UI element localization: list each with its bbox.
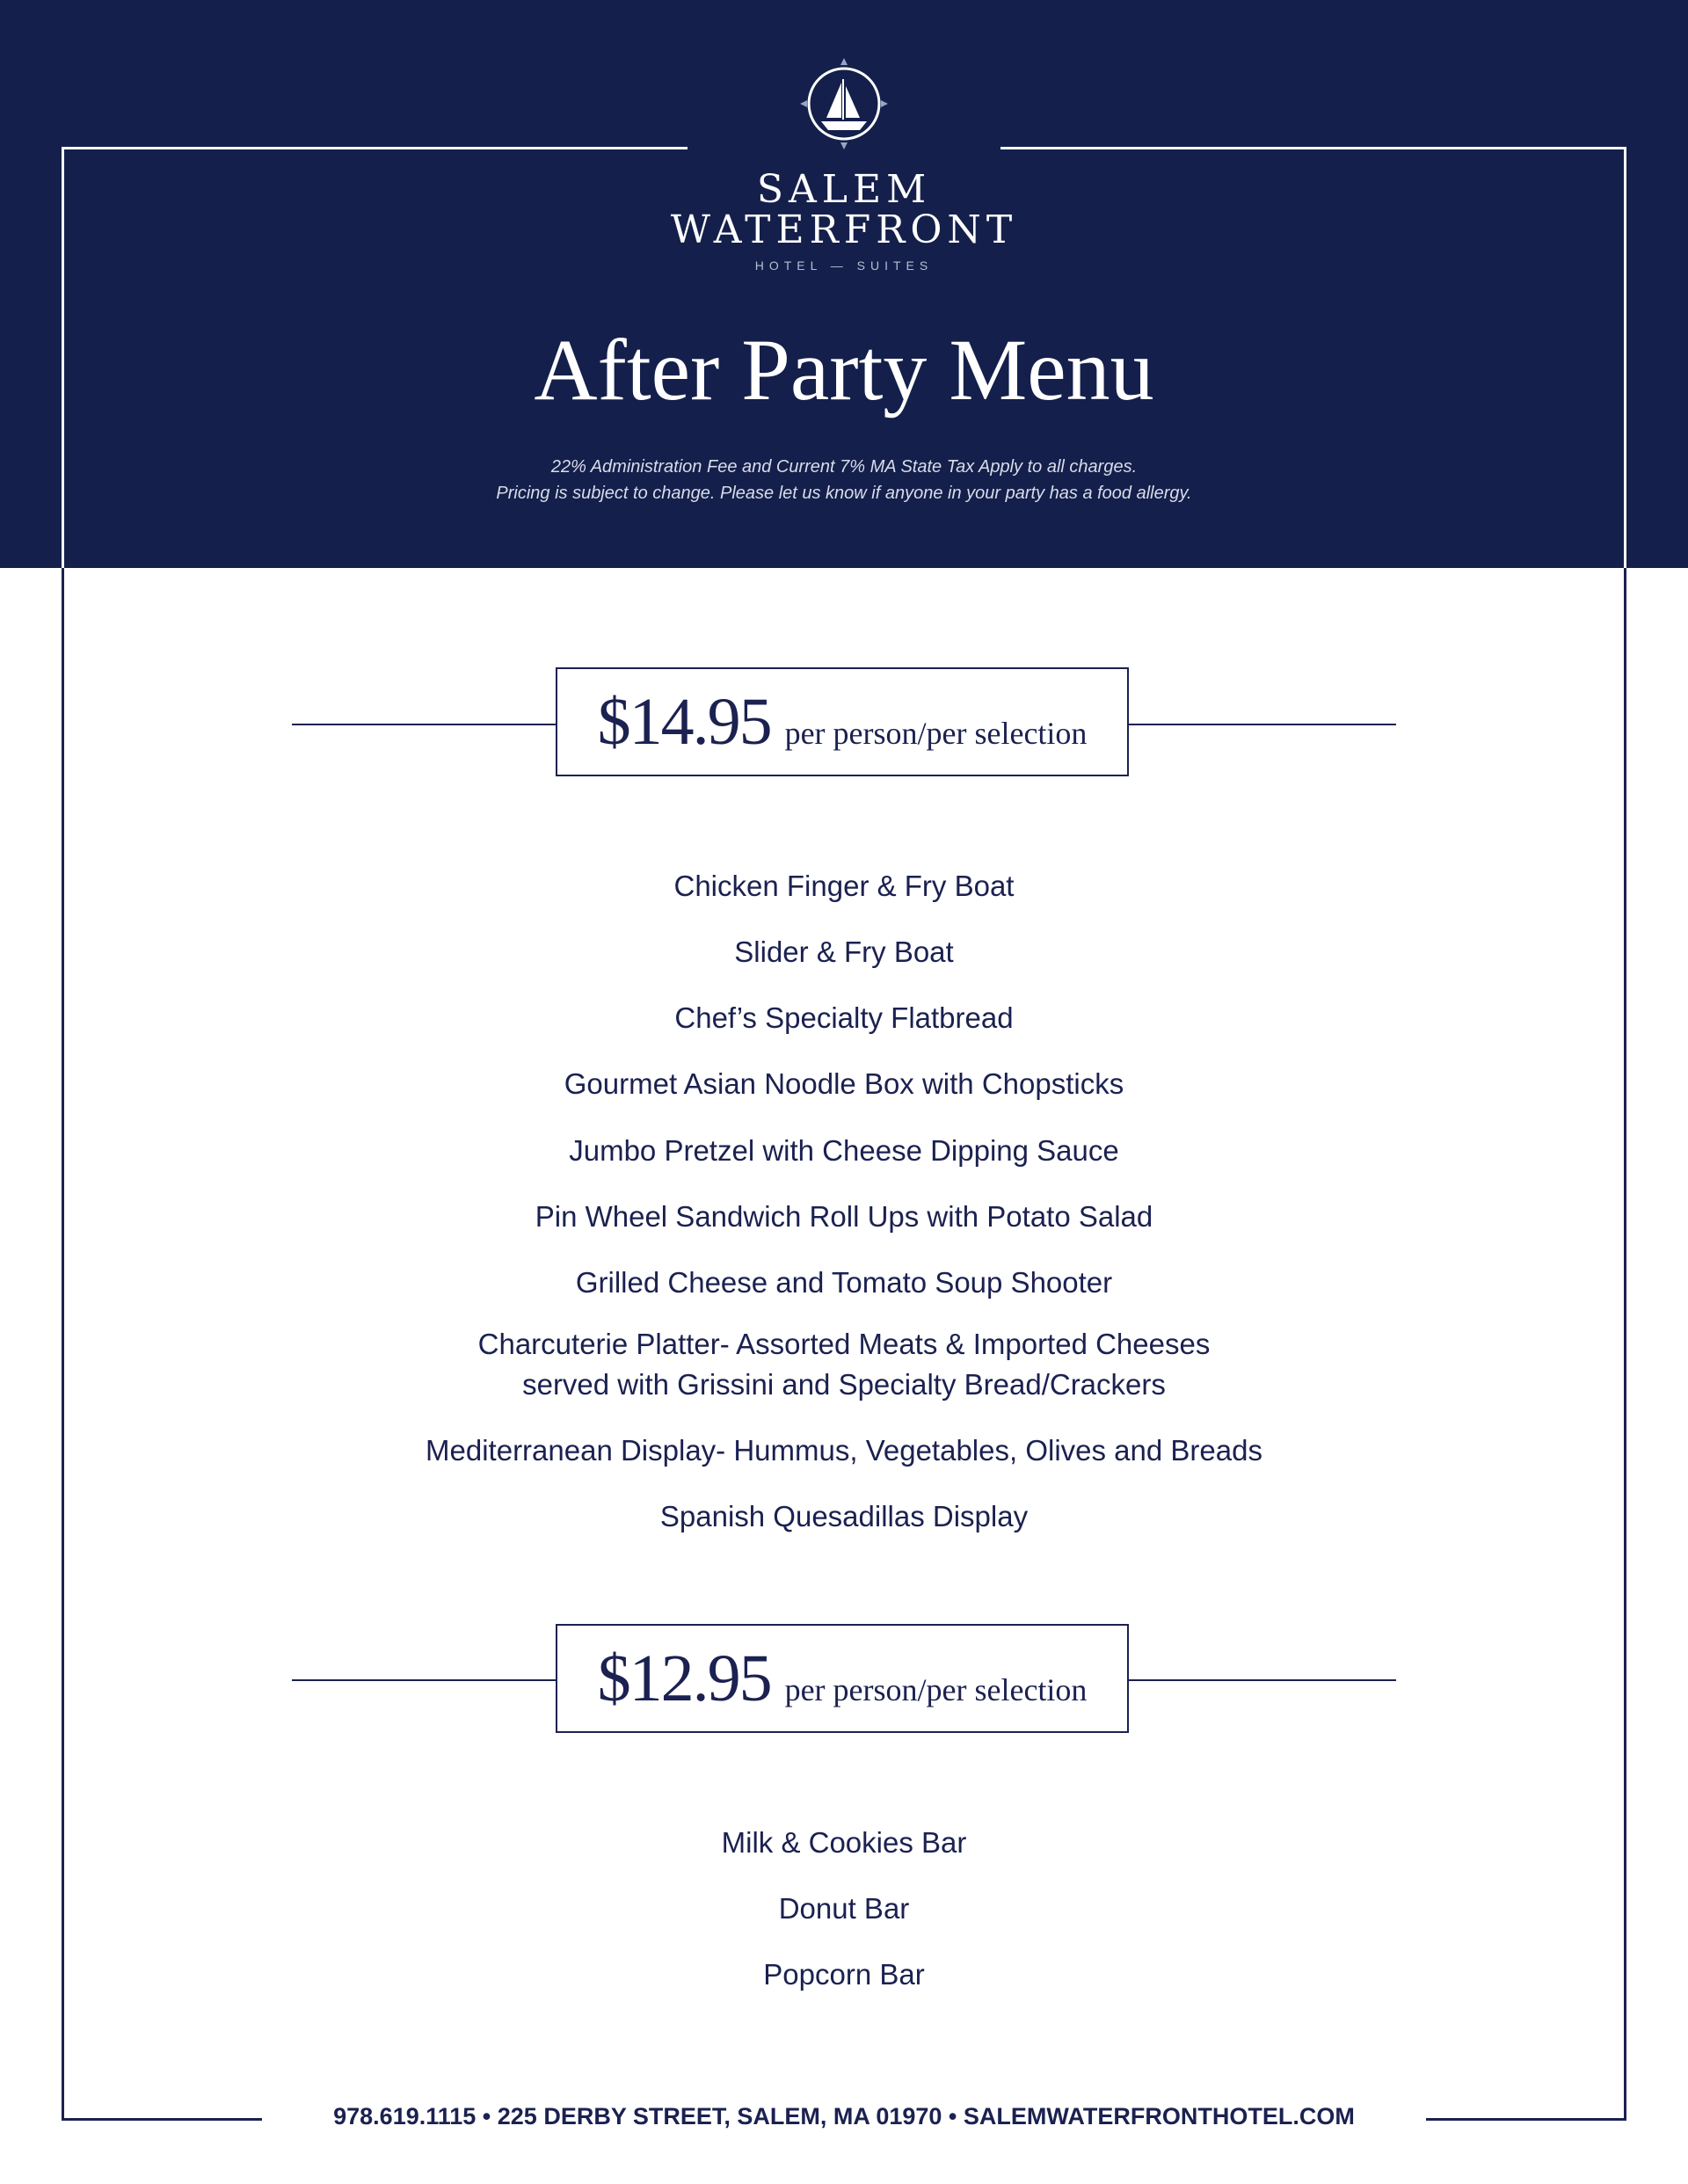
price-unit: per person/per selection — [784, 1672, 1088, 1707]
menu-item: Spanish Quesadillas Display — [659, 1500, 1029, 1532]
menu-item-continued: served with Grissini and Specialty Bread/Crackers — [522, 1368, 1166, 1401]
brand-name-line2: WATERFRONT — [670, 207, 1018, 252]
frame-left-lower — [62, 568, 64, 2121]
menu-item: Mediterranean Display- Hummus, Vegetables, Olives and Breads — [426, 1434, 1262, 1467]
divider-line — [292, 724, 556, 725]
menu-item: Grilled Cheese and Tomato Soup Shooter — [575, 1266, 1113, 1299]
price-unit: per person/per selection — [784, 716, 1088, 751]
menu-item: Charcuterie Platter- Assorted Meats & Imported Cheeses — [477, 1328, 1211, 1360]
price-box-tier-2 — [556, 1624, 1129, 1733]
menu-item: Donut Bar — [778, 1892, 910, 1925]
frame-bottom-right — [1426, 2118, 1626, 2121]
menu-item: Jumbo Pretzel with Cheese Dipping Sauce — [569, 1134, 1119, 1167]
divider-line — [292, 1679, 556, 1681]
frame-right-upper — [1624, 147, 1626, 568]
menu-item: Gourmet Asian Noodle Box with Chopsticks — [564, 1067, 1124, 1100]
frame-top-left — [62, 147, 688, 149]
menu-item: Slider & Fry Boat — [734, 935, 954, 968]
footer-contact: 978.619.1115 • 225 DERBY STREET, SALEM, MA 01970 • SALEMWATERFRONTHOTEL.COM — [333, 2103, 1355, 2129]
allergy-note: Pricing is subject to change. Please let us know if anyone in your party has a food allergy. — [496, 484, 1192, 503]
menu-item: Popcorn Bar — [763, 1958, 925, 1991]
menu-item: Chef’s Specialty Flatbread — [674, 1001, 1014, 1034]
brand-subtitle: HOTEL — SUITES — [754, 258, 934, 273]
frame-left-upper — [62, 147, 64, 568]
divider-line — [1129, 1679, 1396, 1681]
pricing-note: 22% Administration Fee and Current 7% MA State Tax Apply to all charges. — [550, 457, 1138, 477]
page-title: After Party Menu — [534, 321, 1154, 419]
frame-right-lower — [1624, 568, 1626, 2121]
divider-line — [1129, 724, 1396, 725]
price-box-tier-1 — [556, 667, 1129, 776]
menu-item: Pin Wheel Sandwich Roll Ups with Potato Salad — [535, 1200, 1153, 1233]
sailboat-compass-icon — [800, 55, 888, 151]
price-amount: $14.95 — [597, 685, 771, 759]
frame-top-right — [1000, 147, 1626, 149]
price-amount: $12.95 — [597, 1642, 771, 1715]
menu-item: Milk & Cookies Bar — [721, 1826, 967, 1859]
frame-bottom-left — [62, 2118, 262, 2121]
brand-name-line1: SALEM — [756, 167, 932, 212]
menu-item: Chicken Finger & Fry Boat — [673, 870, 1015, 902]
